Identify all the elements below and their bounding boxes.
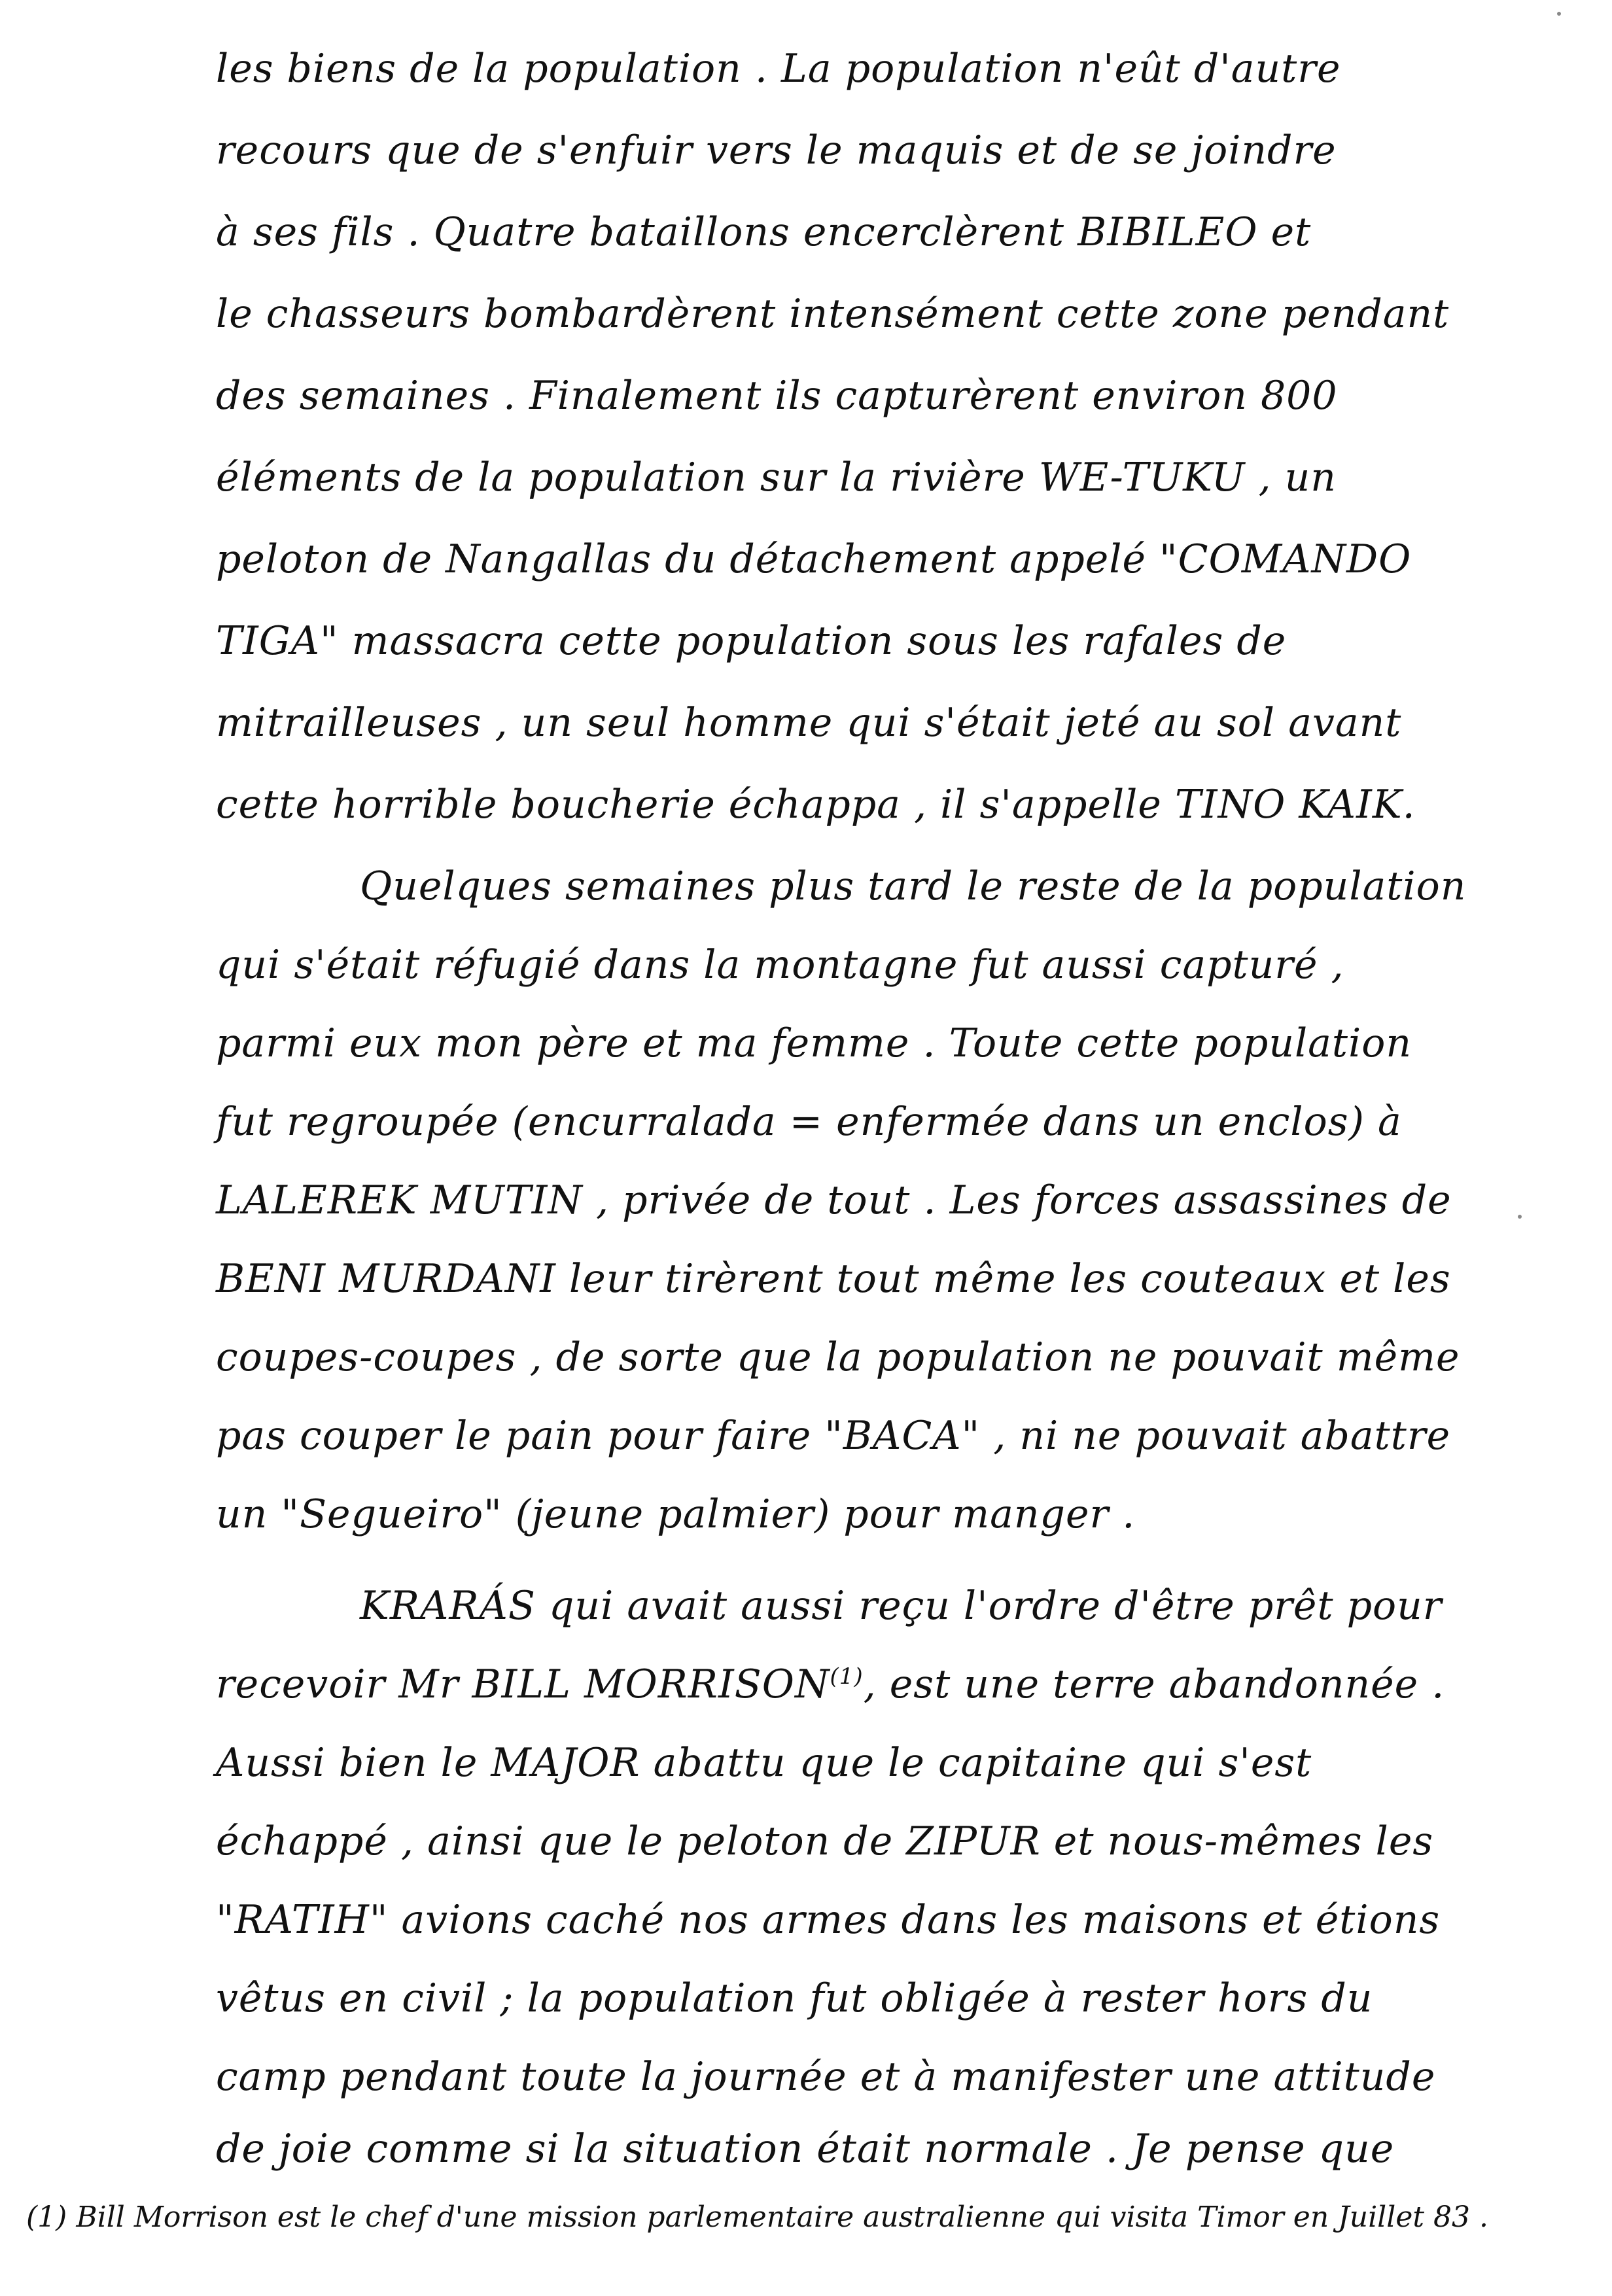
scan-speck <box>1557 12 1561 16</box>
text-line: peloton de Nangallas du détachement appelé "COMANDO <box>216 536 1412 582</box>
text-line: parmi eux mon père et ma femme . Toute cette population <box>216 1020 1412 1066</box>
text-line: TIGA" massacra cette population sous les rafales de <box>216 618 1287 664</box>
text-line: cette horrible boucherie échappa , il s'appelle TINO KAIK. <box>216 782 1416 827</box>
text-line: un "Segueiro" (jeune palmier) pour manger . <box>216 1491 1136 1537</box>
text-line: mitrailleuses , un seul homme qui s'était jeté au sol avant <box>216 700 1402 746</box>
paragraph-start-line: Quelques semaines plus tard le reste de la population <box>360 863 1467 909</box>
text-line: des semaines . Finalement ils capturèrent environ 800 <box>216 373 1338 419</box>
footnote-reference: (1) <box>830 1663 864 1690</box>
text-line: recours que de s'enfuir vers le maquis et de se joindre <box>216 128 1337 173</box>
text-line: de joie comme si la situation était normale . Je pense que <box>216 2126 1395 2172</box>
text-line: "RATIH" avions caché nos armes dans les maisons et étions <box>216 1897 1441 1943</box>
text-line: à ses fils . Quatre bataillons encerclèrent BIBILEO et <box>216 209 1312 255</box>
text-line: les biens de la population . La population n'eût d'autre <box>216 46 1341 92</box>
text-line: LALEREK MUTIN , privée de tout . Les forces assassines de <box>216 1177 1452 1223</box>
text-line: BENI MURDANI leur tirèrent tout même les couteaux et les <box>216 1256 1451 1302</box>
paragraph-start-line: KRARÁS qui avait aussi reçu l'ordre d'être prêt pour <box>360 1583 1443 1629</box>
text-line: le chasseurs bombardèrent intensément cette zone pendant <box>216 291 1450 337</box>
text-line: coupes-coupes , de sorte que la population ne pouvait même <box>216 1334 1460 1380</box>
text-segment: recevoir Mr BILL MORRISON <box>216 1661 830 1707</box>
text-segment: , est une terre abandonnée . <box>863 1661 1445 1707</box>
text-line: Aussi bien le MAJOR abattu que le capitaine qui s'est <box>216 1740 1312 1786</box>
text-line: pas couper le pain pour faire "BACA" , ni ne pouvait abattre <box>216 1413 1451 1459</box>
text-line: fut regroupée (encurralada = enfermée dans un enclos) à <box>216 1099 1402 1145</box>
scan-speck <box>1518 1215 1522 1219</box>
text-line: échappé , ainsi que le peloton de ZIPUR et nous-mêmes les <box>216 1818 1434 1864</box>
footnote: (1) Bill Morrison est le chef d'une mission parlementaire australienne qui visita Timor en Juillet 83 . <box>26 2200 1488 2234</box>
text-line: qui s'était réfugié dans la montagne fut aussi capturé , <box>216 942 1344 988</box>
text-line: camp pendant toute la journée et à manifester une attitude <box>216 2054 1436 2100</box>
text-line-with-footnote <box>216 1648 1577 1720</box>
text-line: vêtus en civil ; la population fut obligée à rester hors du <box>216 1975 1373 2021</box>
text-line: éléments de la population sur la rivière WE-TUKU , un <box>216 455 1337 500</box>
